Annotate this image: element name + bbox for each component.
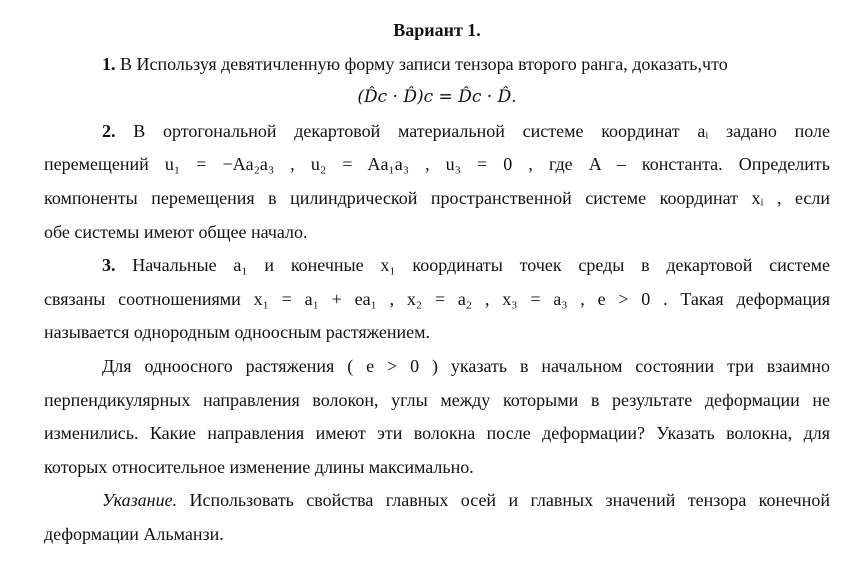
problem-3-line-3: называется однородным одноосным растяжением. (44, 322, 430, 343)
problem-3-line-1 (44, 249, 830, 283)
problem-2-number: 2. (102, 120, 116, 141)
paragraph-4-line-4: которых относительное изменение длины максимально. (44, 456, 474, 477)
hint-label: Указание. (102, 490, 178, 511)
problem-2-line-3: компоненты перемещения в цилиндрической пространственной системе координат xᵢ , если (44, 187, 830, 208)
paragraph-4-line-1: Для одноосного растяжения ( e > 0 ) указать в начальном состоянии три взаимно (102, 355, 830, 376)
hint-line-2: деформации Альманзи. (44, 523, 224, 544)
problem-1-statement (44, 48, 830, 82)
problem-3-number: 3. (102, 255, 116, 276)
problem-1-number: 1. (102, 53, 116, 74)
problem-1-formula: (D̂c · D̂)c = D̂c · D̂. (357, 87, 517, 108)
problem-3-text-1: Начальные a₁ и конечные x₁ координаты точек среды в декартовой системе (115, 255, 830, 276)
paragraph-4-line-2: перпендикулярных направления волокон, углы между которыми в результате деформации не (44, 389, 830, 410)
problem-2-line-2: перемещений u₁ = −Aa₂a₃ , u₂ = Aa₁a₃ , u₃ = 0 , где A – константа. Определить (44, 154, 830, 175)
paragraph-4-line-3: изменились. Какие направления имеют эти волокна после деформации? Указать волокна, для (44, 423, 830, 444)
problem-2-line-1 (44, 115, 830, 149)
variant-title: Вариант 1. (393, 20, 481, 40)
problem-2-text-1: В ортогональной декартовой материальной системе координат aᵢ задано поле (115, 120, 830, 141)
problem-3-line-2: связаны соотношениями x₁ = a₁ + ea₁ , x₂ = a₂ , x₃ = a₃ , e > 0 . Такая деформация (44, 288, 830, 309)
problem-1-text: В Используя девятичленную форму записи тензора второго ранга, доказать,что (115, 53, 728, 74)
document-page (44, 14, 830, 552)
problem-2-line-4: обе системы имеют общее начало. (44, 221, 308, 242)
hint-text-1: Использовать свойства главных осей и главных значений тензора конечной (177, 490, 830, 511)
hint-line-1 (44, 484, 830, 518)
